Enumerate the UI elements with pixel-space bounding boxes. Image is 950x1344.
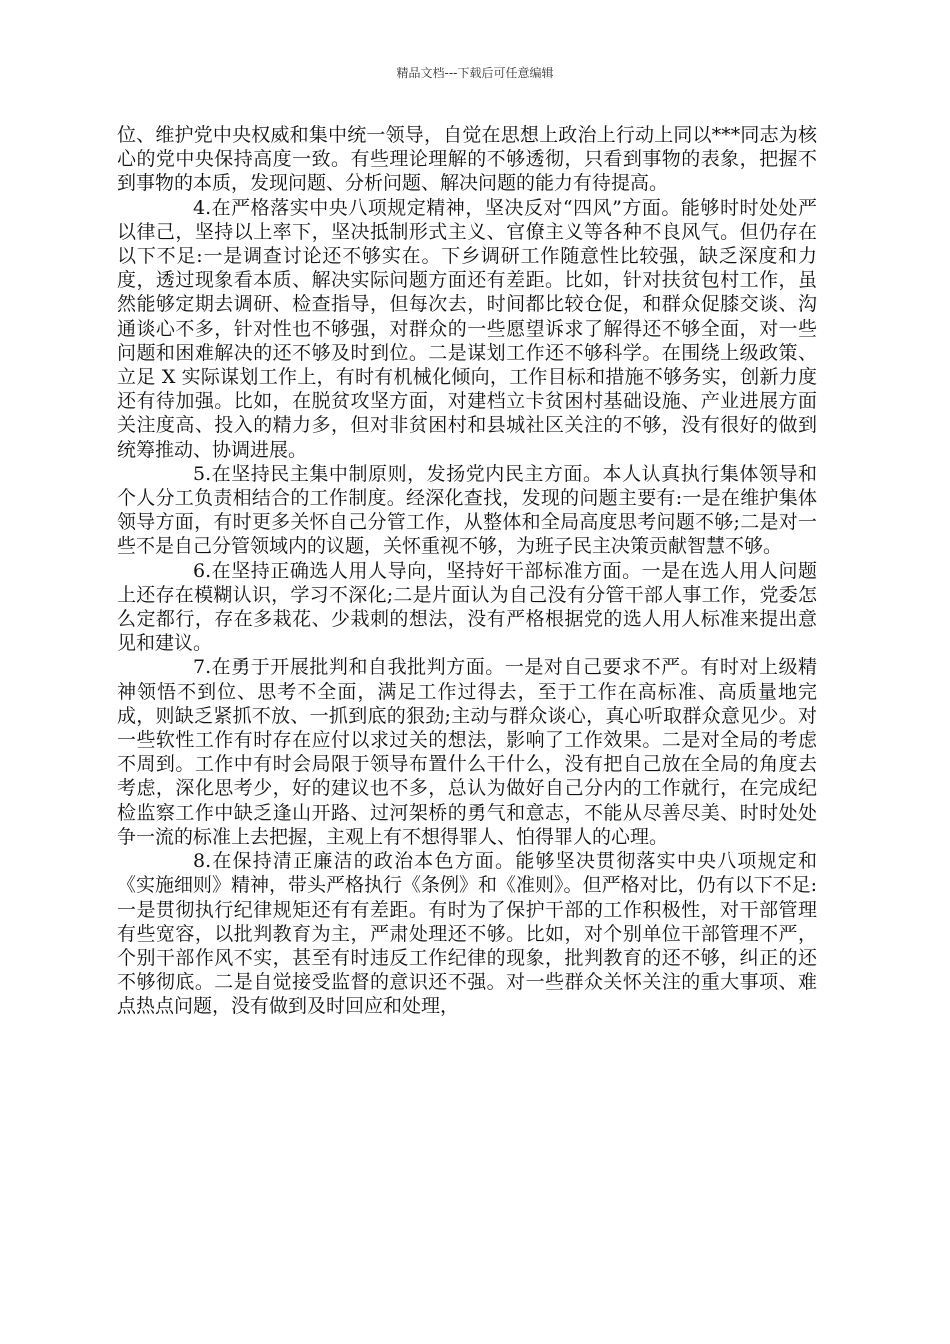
paragraph-item-4: 4.在严格落实中央八项规定精神，坚决反对“四风”方面。能够时时处处严以律己，坚持以上率下，坚决抵制形式主义、官僚主义等各种不良风气。但仍存在以下不足:一是调查讨论还不够实在。下乡调研工作随意性比较强，缺乏深度和力度，透过现象看本质、解决实际问题方面还有差距。比如，针对扶贫包村工作，虽然能够定期去调研、检查指导，但每次去，时间都比较仓促，和群众促膝交谈、沟通谈心不多，针对性也不够强，对群众的一些愿望诉求了解得还不够全面，对一些问题和困难解决的还不够及时到位。二是谋划工作还不够科学。在围绕上级政策、立足 X 实际谋划工作上，有时有机械化倾向，工作目标和措施不够务实，创新力度还有待加强。比如，在脱贫攻坚方面，对建档立卡贫困村基础设施、产业进展方面关注度高、投入的精力多，但对非贫困村和县城社区关注的不够，没有很好的做到统筹推动、协调进展。 (117, 196, 817, 461)
paragraph-continuation: 位、维护党中央权威和集中统一领导，自觉在思想上政治上行动上同以***同志为核心的党中央保持高度一致。有些理论理解的不够透彻，只看到事物的表象，把握不到事物的本质，发现问题、分析问题、解决问题的能力有待提高。 (117, 124, 817, 195)
page-header: 精品文档---下载后可任意编辑 (396, 66, 554, 80)
document-body (117, 123, 817, 1019)
paragraph-item-6: 6.在坚持正确选人用人导向，坚持好干部标准方面。一是在选人用人问题上还存在模糊认识，学习不深化;二是片面认为自己没有分管干部人事工作，党委怎么定都行，存在多栽花、少栽刺的想法，没有严格根据党的选人用人标准来提出意见和建议。 (117, 559, 817, 655)
paragraph-item-8: 8.在保持清正廉洁的政治本色方面。能够坚决贯彻落实中央八项规定和《实施细则》精神，带头严格执行《条例》和《准则》。但严格对比，仍有以下不足:一是贯彻执行纪律规矩还有有差距。有时为了保护干部的工作积极性，对干部管理有些宽容，以批判教育为主，严肃处理还不够。比如，对个别单位干部管理不严，个别干部作风不实，甚至有时违反工作纪律的现象，批判教育的还不够，纠正的还不够彻底。二是自觉接受监督的意识还不强。对一些群众关怀关注的重大事项、难点热点问题，没有做到及时回应和处理， (117, 850, 817, 1018)
paragraph-item-5: 5.在坚持民主集中制原则，发扬党内民主方面。本人认真执行集体领导和个人分工负责相结合的工作制度。经深化查找，发现的问题主要有:一是在维护集体领导方面，有时更多关怀自己分管工作，从整体和全局高度思考问题不够;二是对一些不是自己分管领域内的议题，关怀重视不够，为班子民主决策贡献智慧不够。 (117, 462, 817, 558)
paragraph-item-7: 7.在勇于开展批判和自我批判方面。一是对自己要求不严。有时对上级精神领悟不到位、思考不全面，满足工作过得去，至于工作在高标准、高质量地完成，则缺乏紧抓不放、一抓到底的狠劲;主动与群众谈心，真心听取群众意见少。对一些软性工作有时存在应付以求过关的想法，影响了工作效果。二是对全局的考虑不周到。工作中有时会局限于领导布置什么干什么，没有把自己放在全局的角度去考虑，深化思考少，好的建议也不多，总认为做好自己分内的工作就行，在完成纪检监察工作中缺乏逢山开路、过河架桥的勇气和意志，不能从尽善尽美、时时处处争一流的标准上去把握，主观上有不想得罪人、怕得罪人的心理。 (117, 656, 817, 848)
